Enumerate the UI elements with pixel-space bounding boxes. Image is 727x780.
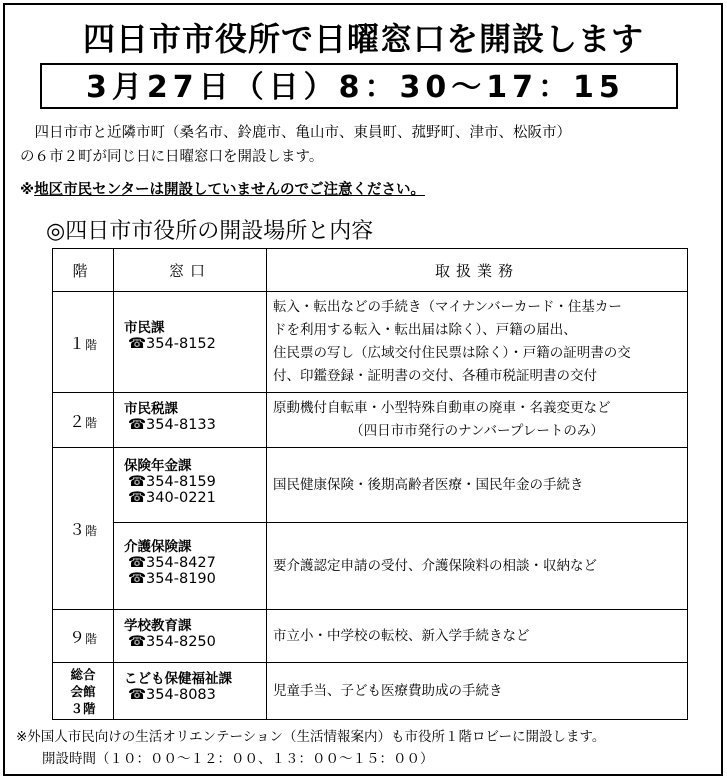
floor-cell	[53, 292, 114, 393]
intro-line: の６市２町が同じ日に日曜窓口を開設します。	[20, 149, 324, 165]
floor-suffix: 階	[85, 415, 98, 430]
floor-suffix: 階	[85, 337, 98, 352]
notice-mark: ※	[20, 182, 35, 198]
task-line: 住民票の写し（広域交付住民票は除く）・戸籍の証明書の交	[273, 345, 631, 361]
floor-line: 会館	[70, 683, 96, 699]
task-line: 国民健康保険・後期高齢者医療・国民年金の手続き	[273, 476, 584, 493]
floor-suffix: 階	[85, 524, 98, 538]
footer-line: ※外国人市民向けの生活オリエンテーション（生活情報案内）も市役所１階ロビーに開設します。	[16, 729, 606, 745]
task-cell	[267, 393, 688, 448]
task-line: 転入・転出などの手続き（マイナンバーカード・住基カー	[273, 299, 622, 315]
phone-number: ☎354-8133	[128, 417, 216, 433]
header-floor: 階	[53, 249, 114, 292]
window-name: 保険年金課	[124, 458, 192, 474]
footer-note	[16, 726, 605, 770]
floor-number: ３	[68, 520, 85, 539]
floor-cell	[53, 393, 114, 448]
floor-number: ２	[68, 411, 85, 431]
table-row	[53, 292, 688, 393]
window-name: 介護保険課	[124, 539, 192, 555]
notice	[20, 178, 425, 199]
window-cell	[114, 393, 267, 448]
table-row	[53, 610, 688, 663]
floor-line: 総合	[70, 666, 96, 682]
task-line: 原動機付自転車・小型特殊自動車の廃車・名義変更など	[273, 400, 611, 416]
floor-number: ９	[68, 627, 85, 647]
task-cell	[267, 448, 688, 523]
notice-text: 地区市民センターは開設していませんのでご注意ください。	[34, 182, 426, 198]
floor-line: ３階	[70, 700, 96, 716]
section-heading: ◎四日市市役所の開設場所と内容	[46, 219, 374, 244]
phone-number: ☎354-8427	[128, 555, 216, 571]
task-cell	[267, 610, 688, 663]
phone-number: ☎354-8250	[128, 634, 216, 650]
intro-paragraph	[20, 121, 710, 169]
date-banner: 3月27日（日）8：30～17：15	[40, 63, 678, 109]
table-row	[53, 393, 688, 448]
table-row	[53, 448, 688, 523]
floor-cell	[53, 448, 114, 610]
page-title: 四日市市役所で日曜窓口を開設します	[82, 20, 644, 58]
task-line: 児童手当、子ども医療費助成の手続き	[273, 682, 503, 699]
table-row	[53, 523, 688, 610]
window-name: こども保健福祉課	[124, 671, 232, 687]
footer-hours: 開設時間（１０：００～１２：００、１３：００～１５：００）	[42, 751, 434, 767]
phone-number: ☎354-8159	[128, 474, 216, 490]
table-header-row	[53, 249, 688, 292]
phone-number: ☎354-8083	[128, 687, 216, 703]
window-cell	[114, 292, 267, 393]
floor-suffix: 階	[85, 631, 98, 646]
floor-cell	[53, 663, 114, 720]
table-row	[53, 663, 688, 720]
window-name: 市民税課	[124, 401, 178, 417]
phone-number: ☎340-0221	[128, 490, 216, 506]
window-cell	[114, 523, 267, 610]
phone-number: ☎354-8190	[128, 571, 216, 587]
service-table	[52, 248, 688, 720]
window-name: 市民課	[124, 320, 165, 336]
task-cell	[267, 523, 688, 610]
header-tasks: 取扱業務	[267, 249, 688, 292]
task-line: 市立小・中学校の転校、新入学手続きなど	[273, 627, 530, 644]
window-cell	[114, 610, 267, 663]
intro-line: 四日市市と近隣市町（桑名市、鈴鹿市、亀山市、東員町、菰野町、津市、松阪市）	[34, 125, 571, 141]
phone-number: ☎354-8152	[128, 336, 216, 352]
task-cell	[267, 292, 688, 393]
floor-cell	[53, 610, 114, 663]
task-cell	[267, 663, 688, 720]
window-name: 学校教育課	[124, 618, 192, 634]
task-line: （四日市市発行のナンバープレートのみ）	[350, 423, 604, 439]
header-window: 窓口	[114, 249, 267, 292]
floor-number: １	[68, 333, 85, 353]
task-line: 付、印鑑登録・証明書の交付、各種市税証明書の交付	[273, 368, 597, 384]
task-line: 要介護認定申請の受付、介護保険料の相談・収納など	[273, 557, 597, 574]
task-line: ドを利用する転入・転出届は除く）、戸籍の届出、	[273, 322, 577, 338]
window-cell	[114, 663, 267, 720]
window-cell	[114, 448, 267, 523]
